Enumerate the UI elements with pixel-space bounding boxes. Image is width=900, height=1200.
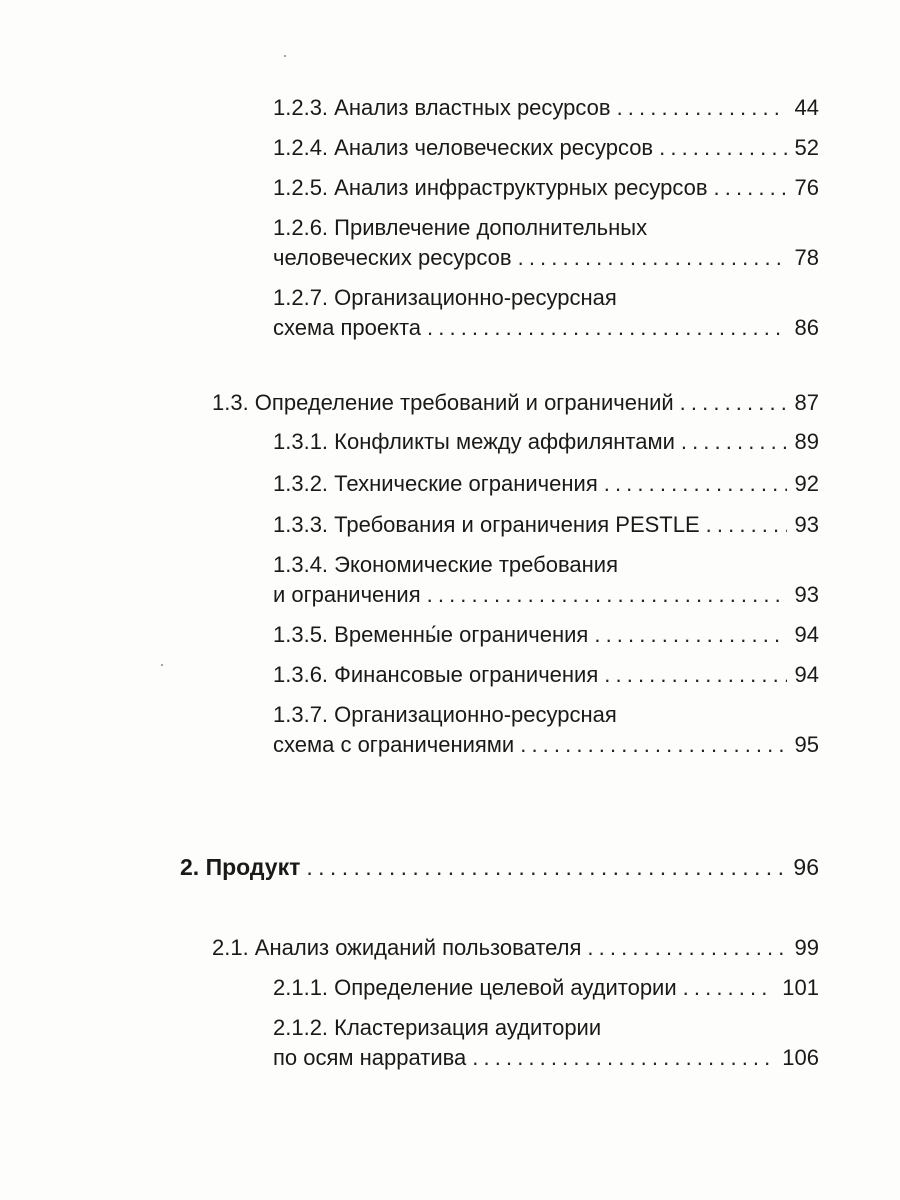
toc-entry-title-line: 1.2.5. Анализ инфраструктурных ресурсов — [273, 175, 708, 200]
toc-entry-title-line: 1.2.7. Организационно-ресурсная — [273, 285, 617, 310]
toc-entry[interactable] — [273, 1013, 819, 1073]
dot-leader — [706, 510, 787, 540]
toc-entry-row — [273, 1043, 819, 1073]
toc-page-number: 78 — [794, 245, 819, 270]
toc-entry[interactable] — [212, 933, 819, 963]
toc-entry-row — [273, 730, 819, 760]
toc-entry-row — [273, 580, 819, 610]
dot-leader — [659, 133, 786, 163]
toc-page-number: 92 — [794, 471, 819, 496]
dot-leader — [681, 427, 787, 457]
dot-leader — [680, 388, 787, 418]
toc-entry-row — [273, 973, 819, 1003]
toc-entry[interactable] — [273, 133, 819, 163]
toc-entry-row — [273, 93, 819, 123]
toc-entry-title-line: 2. Продукт — [180, 854, 301, 880]
toc-entry-title-line: схема с ограничениями — [273, 732, 515, 757]
dot-leader — [306, 852, 785, 882]
toc-entry-row — [273, 427, 819, 457]
dot-leader — [604, 469, 787, 499]
toc-page-number: 44 — [794, 95, 819, 120]
dot-leader — [427, 580, 787, 610]
toc-page-number: 95 — [794, 732, 819, 757]
toc-page-number: 94 — [794, 662, 819, 687]
toc-entry-title-line: 1.3.7. Организационно-ресурсная — [273, 702, 617, 727]
toc-entry-title-line: по осям нарратива — [273, 1045, 467, 1070]
toc-entry-row — [273, 620, 819, 650]
dot-leader — [683, 973, 775, 1003]
toc-entry-title-line: 1.3.5. Временны́е ограничения — [273, 622, 589, 647]
toc-entry-title-line: 2.1.2. Кластеризация аудитории — [273, 1015, 602, 1040]
toc-entry-title-line: 1.3.1. Конфликты между аффилянтами — [273, 429, 675, 454]
toc-entry-row — [273, 133, 819, 163]
toc-entry[interactable] — [273, 427, 819, 457]
dot-leader — [520, 730, 786, 760]
toc-entry-row — [273, 660, 819, 690]
toc-page-number: 86 — [794, 315, 819, 340]
toc-entry-title-line: схема проекта — [273, 315, 422, 340]
toc-entry[interactable] — [273, 660, 819, 690]
toc-entry-row — [273, 173, 819, 203]
toc-entry-row — [180, 852, 819, 882]
toc-entry-title-line: и ограничения — [273, 582, 421, 607]
toc-entry[interactable] — [273, 213, 819, 273]
toc-entry-title-line: 1.3. Определение требований и ограничений — [212, 390, 674, 415]
toc-entry-row — [273, 313, 819, 343]
toc-entry-row — [212, 388, 819, 418]
toc-entry-row — [273, 469, 819, 499]
toc-entry-title-line: человеческих ресурсов — [273, 245, 512, 270]
toc-entry-title-line: 1.2.4. Анализ человеческих ресурсов — [273, 135, 654, 160]
toc-entry[interactable] — [180, 852, 819, 882]
toc-entry-title-line: 1.3.3. Требования и ограничения PESTLE — [273, 512, 700, 537]
toc-entry[interactable] — [273, 283, 819, 343]
dot-leader — [587, 933, 786, 963]
toc-page-number: 106 — [782, 1045, 819, 1070]
toc-entry[interactable] — [273, 620, 819, 650]
toc-entry-title-line: 1.2.6. Привлечение дополнительных — [273, 215, 648, 240]
toc-page-number: 52 — [794, 135, 819, 160]
toc-page-number: 89 — [794, 429, 819, 454]
dot-leader — [594, 620, 786, 650]
toc-entry-row — [273, 243, 819, 273]
toc-entry[interactable] — [212, 388, 819, 418]
toc-entry-row — [273, 510, 819, 540]
toc-page-number: 93 — [794, 512, 819, 537]
dot-leader — [617, 93, 787, 123]
toc-page-number: 96 — [793, 854, 819, 880]
dot-leader — [427, 313, 786, 343]
toc-entry[interactable] — [273, 700, 819, 760]
dot-leader — [472, 1043, 774, 1073]
toc-page-number: 76 — [794, 175, 819, 200]
toc-page-number: 94 — [794, 622, 819, 647]
toc-entry-title-line: 1.2.3. Анализ властных ресурсов — [273, 95, 611, 120]
toc-entry-row — [212, 933, 819, 963]
toc-page-number: 99 — [794, 935, 819, 960]
toc-entry-title-line: 2.1. Анализ ожиданий пользователя — [212, 935, 582, 960]
toc-page-number: 87 — [794, 390, 819, 415]
toc-entry[interactable] — [273, 510, 819, 540]
toc-entry-title-line: 1.3.2. Технические ограничения — [273, 471, 598, 496]
scan-speck — [284, 55, 286, 57]
dot-leader — [604, 660, 786, 690]
toc-entry[interactable] — [273, 973, 819, 1003]
toc-page-number: 93 — [794, 582, 819, 607]
dot-leader — [714, 173, 787, 203]
toc-entry-title-line: 1.3.4. Экономические требования — [273, 552, 618, 577]
toc-entry[interactable] — [273, 93, 819, 123]
toc-entry-title-line: 1.3.6. Финансовые ограничения — [273, 662, 599, 687]
dot-leader — [518, 243, 787, 273]
toc-page-number: 101 — [782, 975, 819, 1000]
scan-speck — [161, 664, 163, 666]
toc-entry-title-line: 2.1.1. Определение целевой аудитории — [273, 975, 677, 1000]
toc-entry[interactable] — [273, 550, 819, 610]
toc-entry[interactable] — [273, 469, 819, 499]
toc-entry[interactable] — [273, 173, 819, 203]
